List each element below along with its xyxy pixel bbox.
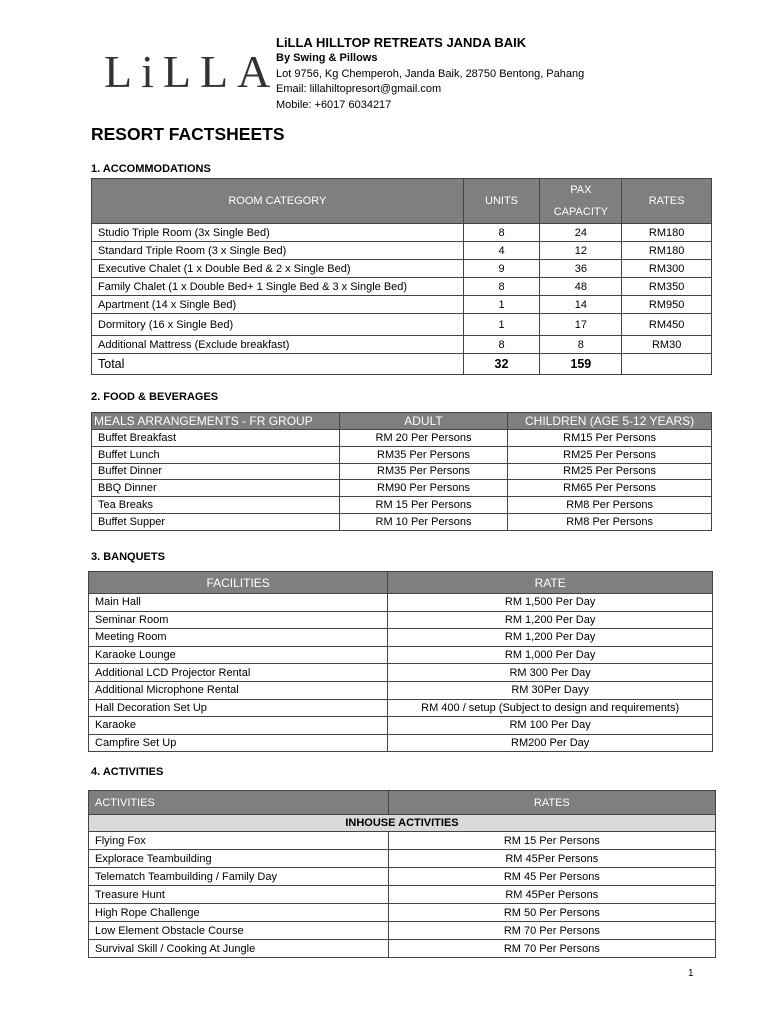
table-cell: Main Hall [89,594,388,612]
table-row [89,904,716,922]
table-row [89,699,713,717]
table-cell: RM200 Per Day [388,734,713,752]
resort-mobile: Mobile: +6017 6034217 [276,98,392,111]
table-cell: Buffet Supper [92,513,340,530]
table-cell: RM 50 Per Persons [388,904,715,922]
resort-address: Lot 9756, Kg Chemperoh, Janda Baik, 28750 Bentong, Pahang [276,67,585,80]
table-row [89,611,713,629]
table-cell: RM30 [622,336,712,354]
table-cell: Treasure Hunt [89,886,389,904]
table-cell: 9 [463,260,540,278]
resort-email: Email: lillahiltopresort@gmail.com [276,83,442,95]
table-row [89,868,716,886]
table-cell: RM 70 Per Persons [388,922,715,940]
section-heading-food: 2. FOOD & BEVERAGES [91,391,219,403]
table-cell: RM 300 Per Day [388,664,713,682]
table-cell: Family Chalet (1 x Double Bed+ 1 Single Bed & 3 x Single Bed) [92,278,464,296]
table-cell [622,354,712,375]
table-cell: Karaoke [89,717,388,735]
table-cell: RM 70 Per Persons [388,940,715,958]
table-cell: 1 [463,314,540,336]
table-cell: 48 [540,278,622,296]
resort-logo: LiLLA [104,46,280,97]
table-row [92,242,712,260]
table-cell: RM 1,200 Per Day [388,629,713,647]
table-row [92,314,712,336]
table-cell: 14 [540,296,622,314]
table-cell: RM 100 Per Day [388,717,713,735]
column-header: FACILITIES [89,572,388,594]
table-cell: RM180 [622,224,712,242]
table-cell: Telematch Teambuilding / Family Day [89,868,389,886]
table-row [89,629,713,647]
table-cell: 8 [463,224,540,242]
table-row [89,922,716,940]
table-cell: 24 [540,224,622,242]
table-cell: RM 30Per Dayy [388,681,713,699]
table-cell: RM 45 Per Persons [388,868,715,886]
table-row [89,832,716,850]
table-row [89,850,716,868]
table-cell: Survival Skill / Cooking At Jungle [89,940,389,958]
table-cell: High Rope Challenge [89,904,389,922]
table-cell: 8 [463,336,540,354]
table-cell: RM 1,000 Per Day [388,646,713,664]
column-header: MEALS ARRANGEMENTS - FR GROUP [92,413,340,430]
table-cell: Buffet Lunch [92,446,340,463]
table-cell: 8 [463,278,540,296]
section-heading-banquets: 3. BANQUETS [91,551,165,563]
table-cell: 32 [463,354,540,375]
table-cell: Karaoke Lounge [89,646,388,664]
column-header: ROOM CATEGORY [92,179,464,224]
table-cell: 8 [540,336,622,354]
column-header: RATES [388,791,715,815]
table-cell: Tea Breaks [92,497,340,514]
section-heading-activities: 4. ACTIVITIES [91,766,164,778]
table-cell: RM8 Per Persons [508,513,712,530]
table-cell: RM180 [622,242,712,260]
table-cell: 12 [540,242,622,260]
page-title: RESORT FACTSHEETS [91,124,285,144]
table-cell: RM 1,500 Per Day [388,594,713,612]
table-cell: RM65 Per Persons [508,480,712,497]
column-header: ACTIVITIES [89,791,389,815]
table-cell: Executive Chalet (1 x Double Bed & 2 x Single Bed) [92,260,464,278]
table-row [89,664,713,682]
table-row [92,463,712,480]
table-cell: 17 [540,314,622,336]
table-cell: 4 [463,242,540,260]
table-cell: RM 15 Per Persons [339,497,507,514]
column-header: ADULT [339,413,507,430]
column-header: UNITS [463,179,540,224]
table-cell: 36 [540,260,622,278]
activities-table [88,790,716,958]
resort-by-line: By Swing & Pillows [276,52,378,64]
table-row [92,430,712,447]
table-cell: RM8 Per Persons [508,497,712,514]
table-row [89,681,713,699]
table-cell: Apartment (14 x Single Bed) [92,296,464,314]
table-cell: RM350 [622,278,712,296]
table-cell: RM25 Per Persons [508,446,712,463]
table-row [92,260,712,278]
table-row [92,497,712,514]
table-cell: RM 45Per Persons [388,886,715,904]
table-cell: Flying Fox [89,832,389,850]
table-row [92,480,712,497]
table-row [92,224,712,242]
table-row [92,336,712,354]
column-header: RATE [388,572,713,594]
table-row [92,278,712,296]
table-cell: RM 20 Per Persons [339,430,507,447]
table-cell: RM 400 / setup (Subject to design and requirements) [388,699,713,717]
table-cell: BBQ Dinner [92,480,340,497]
page-number: 1 [688,968,694,979]
table-cell: RM15 Per Persons [508,430,712,447]
table-cell: RM950 [622,296,712,314]
column-header: CHILDREN (AGE 5-12 YEARS) [508,413,712,430]
section-heading-accommodations: 1. ACCOMMODATIONS [91,163,211,175]
table-cell: RM 45Per Persons [388,850,715,868]
table-cell: RM90 Per Persons [339,480,507,497]
column-header: PAX CAPACITY [540,179,622,224]
table-row [89,646,713,664]
table-row [92,446,712,463]
table-cell: Seminar Room [89,611,388,629]
table-cell: 159 [540,354,622,375]
table-row [89,734,713,752]
table-row [92,296,712,314]
table-cell: Dormitory (16 x Single Bed) [92,314,464,336]
table-cell: Campfire Set Up [89,734,388,752]
table-cell: Buffet Dinner [92,463,340,480]
table-cell: Low Element Obstacle Course [89,922,389,940]
table-subheader: INHOUSE ACTIVITIES [89,815,716,832]
table-cell: Meeting Room [89,629,388,647]
table-cell: Standard Triple Room (3 x Single Bed) [92,242,464,260]
table-cell: RM 10 Per Persons [339,513,507,530]
table-cell: Buffet Breakfast [92,430,340,447]
banquets-table [88,571,713,752]
table-cell: RM35 Per Persons [339,463,507,480]
table-row [92,513,712,530]
table-row [89,940,716,958]
table-cell: Studio Triple Room (3x Single Bed) [92,224,464,242]
table-cell: Hall Decoration Set Up [89,699,388,717]
table-cell: RM35 Per Persons [339,446,507,463]
table-row [89,717,713,735]
accommodations-table [91,178,712,375]
table-cell: 1 [463,296,540,314]
table-cell: Explorace Teambuilding [89,850,389,868]
column-header: RATES [622,179,712,224]
table-cell: Additional Mattress (Exclude breakfast) [92,336,464,354]
table-row [89,594,713,612]
table-cell: RM450 [622,314,712,336]
table-cell: RM300 [622,260,712,278]
resort-name: LiLLA HILLTOP RETREATS JANDA BAIK [276,35,527,50]
table-cell: RM 1,200 Per Day [388,611,713,629]
table-cell: RM 15 Per Persons [388,832,715,850]
table-cell: Total [92,354,464,375]
table-total-row [92,354,712,375]
table-cell: Additional Microphone Rental [89,681,388,699]
resort-header [276,34,584,113]
table-row [89,886,716,904]
table-cell: RM25 Per Persons [508,463,712,480]
food-table [91,412,712,531]
table-cell: Additional LCD Projector Rental [89,664,388,682]
